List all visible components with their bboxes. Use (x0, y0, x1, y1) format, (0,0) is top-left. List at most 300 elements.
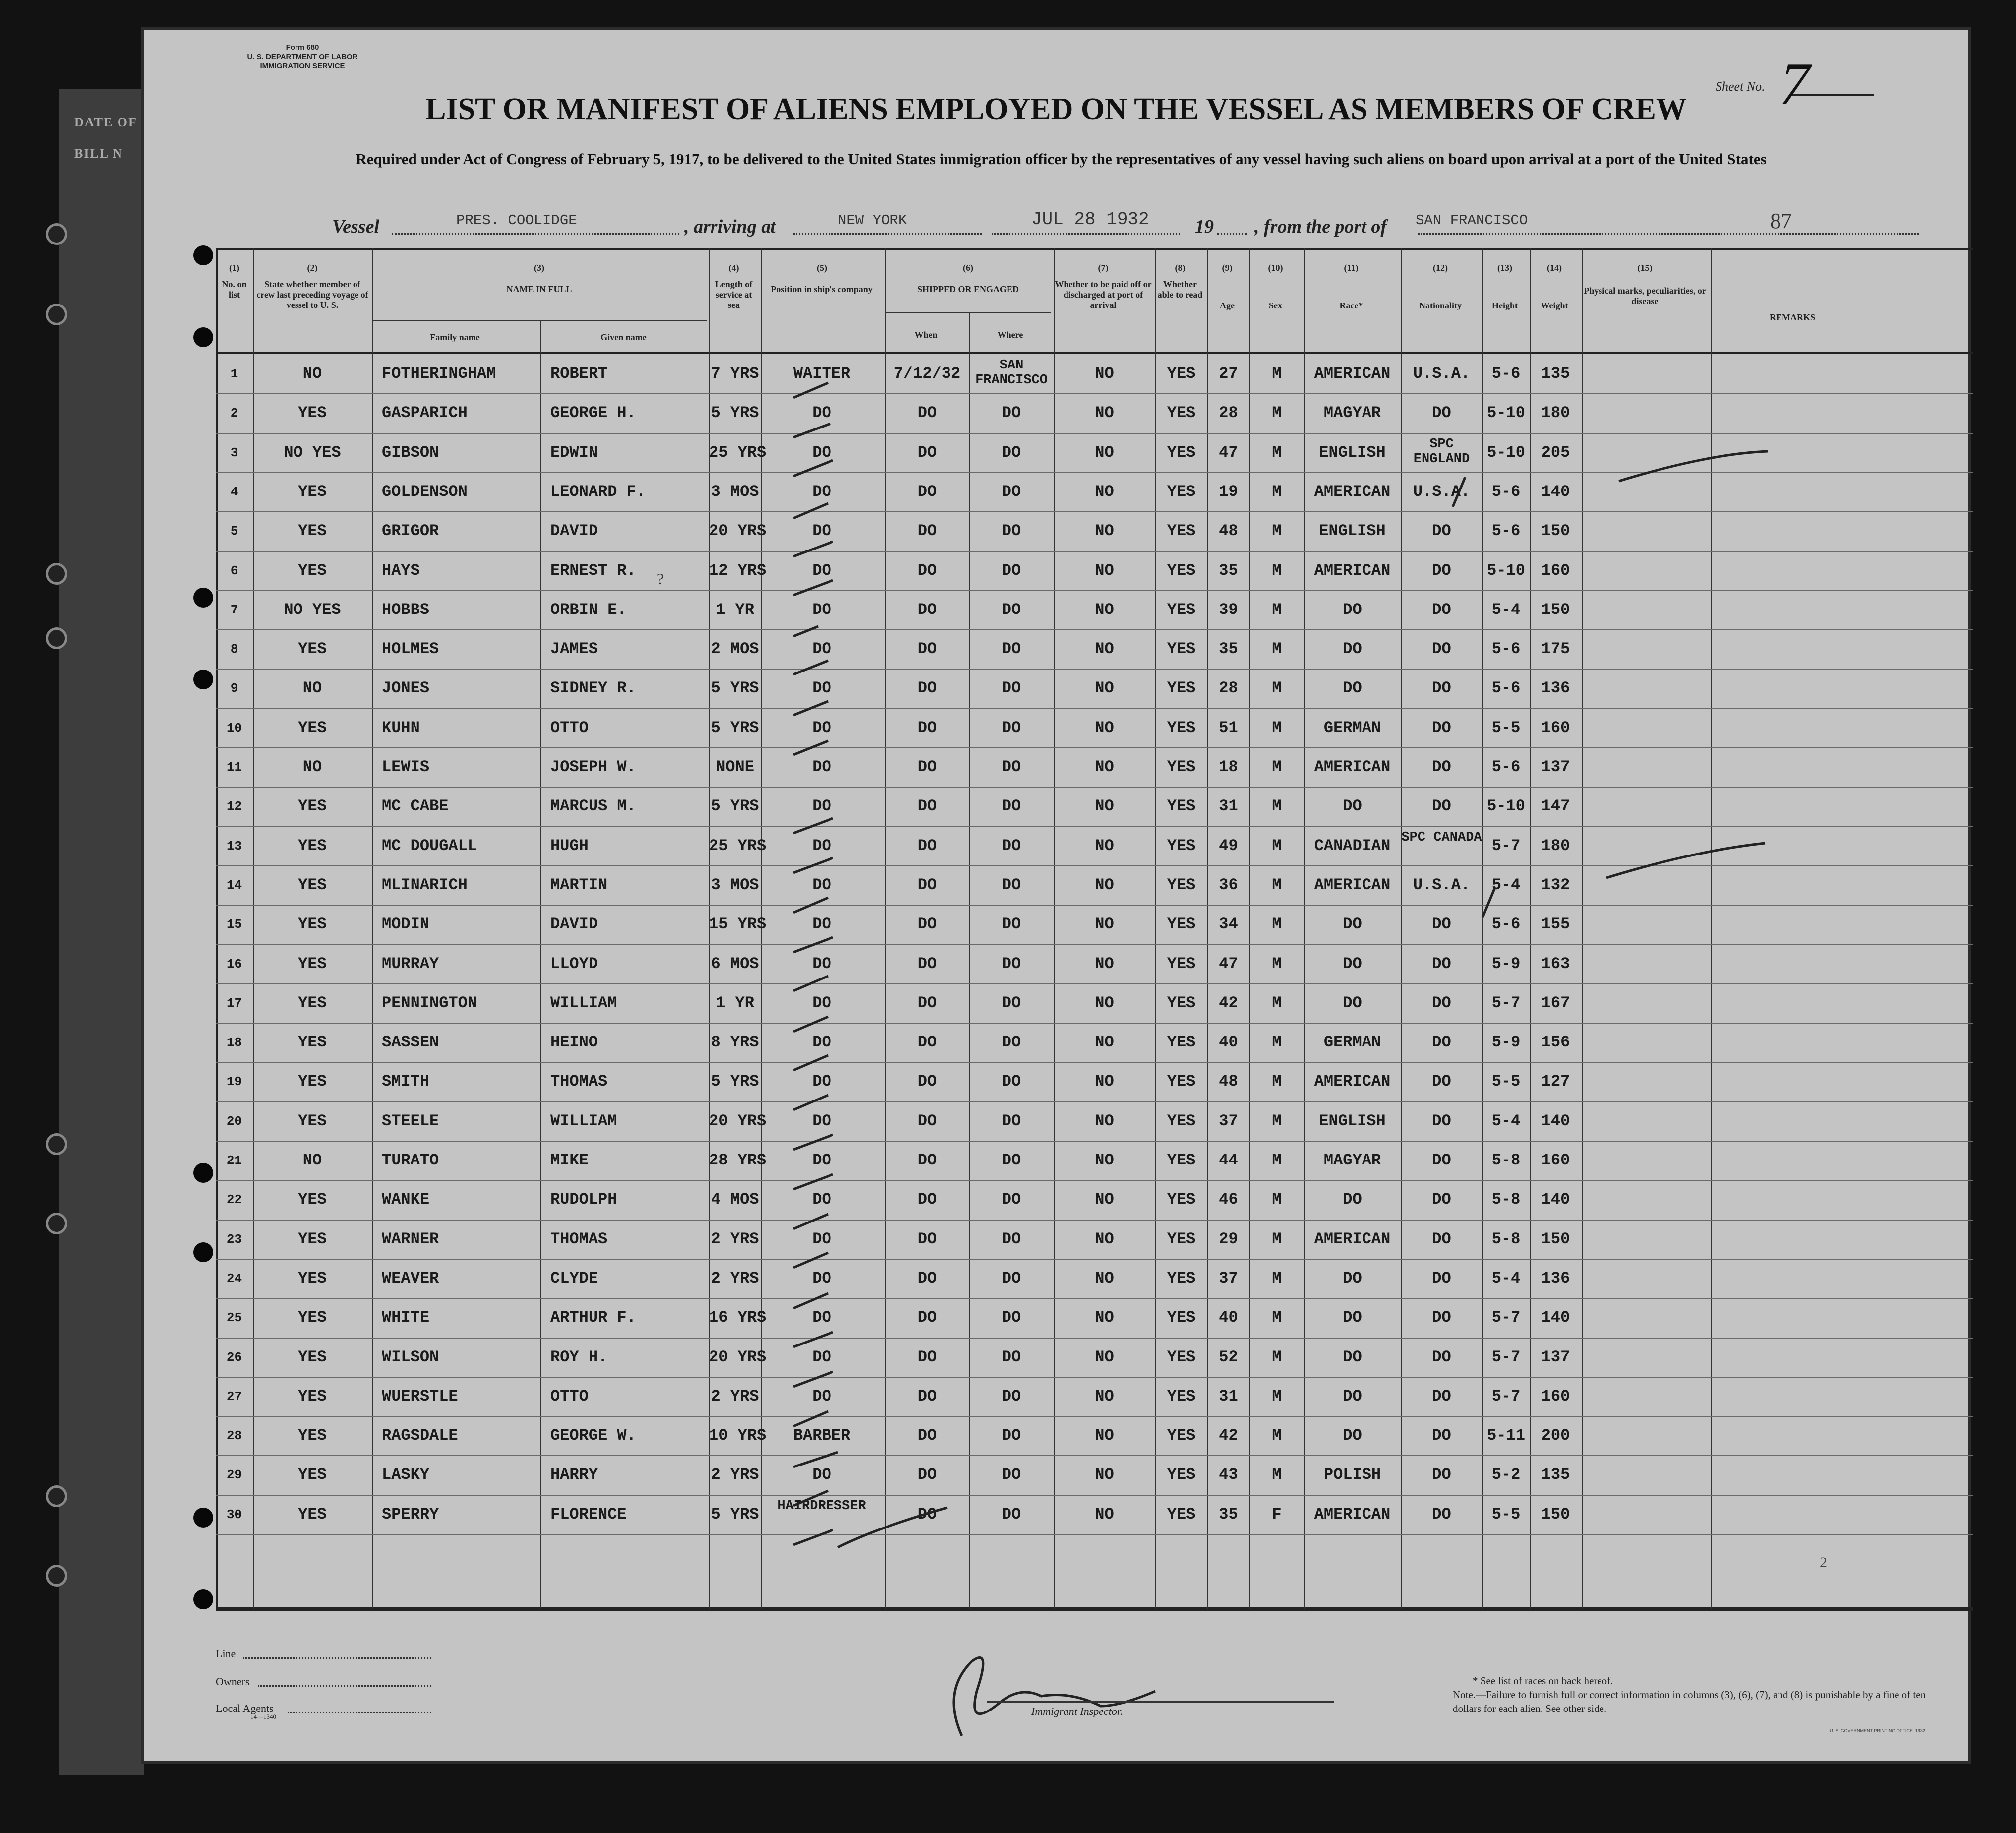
cell-when: DO (917, 954, 937, 973)
cell-paid: NO (1095, 758, 1114, 776)
cell-service: 2 YRS (711, 1466, 759, 1484)
cell-sex: M (1272, 1308, 1282, 1327)
cell-paid: NO (1095, 679, 1114, 698)
cell-age: 29 (1219, 1229, 1238, 1248)
cell-when: DO (917, 1033, 937, 1052)
cell-family: LASKY (382, 1466, 430, 1484)
cell-weight: 156 (1541, 1033, 1570, 1052)
cell-paid: NO (1095, 797, 1114, 816)
cell-where: DO (1002, 1072, 1021, 1091)
cell-race: ENGLISH (1319, 1111, 1386, 1130)
cell-paid: NO (1095, 1111, 1114, 1130)
col4-header: (4) Length of service at sea (715, 263, 753, 310)
line-label: Line (216, 1648, 236, 1660)
page-title: LIST OR MANIFEST OF ALIENS EMPLOYED ON THE VESSEL AS MEMBERS OF CREW (425, 92, 1687, 126)
cell-no: 12 (226, 799, 242, 814)
col12-header: (12) Nationality (1419, 263, 1462, 310)
cell-position: DO (812, 1151, 831, 1169)
cell-read: YES (1167, 1308, 1196, 1327)
cell-family: STEELE (382, 1111, 439, 1130)
cell-service: 8 YRS (711, 1033, 759, 1052)
cell-given: ARTHUR F. (550, 1308, 636, 1327)
cell-where: DO (1002, 404, 1021, 423)
cell-paid: NO (1095, 1190, 1114, 1209)
cell-position: DO (812, 797, 831, 816)
cell-prev: YES (298, 954, 327, 973)
cell-height: 5-7 (1491, 993, 1521, 1012)
cell-nationality: DO (1432, 1426, 1451, 1445)
cell-read: YES (1167, 679, 1196, 698)
cell-when: DO (917, 679, 937, 698)
cell-family: LEWIS (382, 758, 430, 776)
cell-when: DO (917, 561, 937, 580)
cell-read: YES (1167, 1505, 1196, 1524)
cell-weight: 127 (1541, 1072, 1570, 1091)
cell-nationality: DO (1432, 1308, 1451, 1327)
cell-age: 37 (1219, 1111, 1238, 1130)
cell-when: DO (917, 875, 937, 894)
from-port-label: , from the port of (1254, 216, 1387, 237)
cell-no: 23 (226, 1231, 242, 1247)
cell-position: BARBER (793, 1426, 851, 1445)
cell-paid: NO (1095, 1308, 1114, 1327)
cell-paid: NO (1095, 1505, 1114, 1524)
cell-height: 5-9 (1491, 1033, 1521, 1052)
cell-sex: M (1272, 482, 1282, 501)
cell-height: 5-4 (1491, 600, 1521, 619)
cell-where: DO (1002, 836, 1021, 855)
cell-height: 5-10 (1487, 443, 1525, 462)
cell-when: DO (917, 758, 937, 776)
cell-given: JAMES (550, 640, 598, 659)
cell-no: 8 (230, 642, 238, 657)
cell-when: DO (917, 1151, 937, 1169)
cell-service: 28 YRS (709, 1151, 767, 1169)
cell-height: 5-5 (1491, 1072, 1521, 1091)
cell-when: DO (917, 1387, 937, 1405)
cell-paid: NO (1095, 1347, 1114, 1366)
cell-given: HEINO (550, 1033, 598, 1052)
cell-family: WANKE (382, 1190, 430, 1209)
cell-given: THOMAS (550, 1072, 608, 1091)
binder-ring-icon (46, 1213, 67, 1234)
cell-service: 6 MOS (711, 954, 759, 973)
cell-prev: YES (298, 836, 327, 855)
cell-weight: 135 (1541, 365, 1570, 383)
cell-where: DO (1002, 1269, 1021, 1287)
cell-given: THOMAS (550, 1229, 608, 1248)
cell-height: 5-6 (1491, 758, 1521, 776)
cell-position: WAITER (793, 365, 851, 383)
cell-nationality: DO (1432, 522, 1451, 541)
cell-nationality: DO (1432, 1111, 1451, 1130)
cell-nationality: DO (1432, 404, 1451, 423)
cell-when: DO (917, 1111, 937, 1130)
line-field (243, 1657, 431, 1659)
cell-height: 5-6 (1491, 915, 1521, 934)
cell-nationality: DO (1432, 1466, 1451, 1484)
cell-position: DO (812, 1072, 831, 1091)
cell-height: 5-7 (1491, 1347, 1521, 1366)
cell-where: DO (1002, 1190, 1021, 1209)
cell-position: DO (812, 600, 831, 619)
cell-age: 47 (1219, 443, 1238, 462)
cell-prev: YES (298, 797, 327, 816)
binder-ring-icon (46, 563, 67, 585)
cell-service: 5 YRS (711, 1072, 759, 1091)
cell-when: DO (917, 718, 937, 737)
binder-ring-icon (46, 1485, 67, 1507)
cell-when: DO (917, 915, 937, 934)
cell-race: DO (1343, 600, 1362, 619)
cell-family: WILSON (382, 1347, 439, 1366)
cell-service: 25 YRS (709, 836, 767, 855)
cell-height: 5-4 (1491, 1269, 1521, 1287)
cell-given: WILLIAM (550, 1111, 617, 1130)
cell-prev: YES (298, 1269, 327, 1287)
cell-sex: M (1272, 875, 1282, 894)
cell-service: NONE (716, 758, 754, 776)
cell-service: 16 YRS (709, 1308, 767, 1327)
cell-given: HARRY (550, 1466, 598, 1484)
cell-nationality: DO (1432, 1072, 1451, 1091)
cell-family: HOBBS (382, 600, 430, 619)
cell-weight: 205 (1541, 443, 1570, 462)
cell-age: 34 (1219, 915, 1238, 934)
cell-prev: YES (298, 1347, 327, 1366)
cell-sex: M (1272, 718, 1282, 737)
cell-read: YES (1167, 522, 1196, 541)
cell-age: 42 (1219, 993, 1238, 1012)
cell-read: YES (1167, 1190, 1196, 1209)
cell-age: 48 (1219, 1072, 1238, 1091)
cell-sex: M (1272, 1387, 1282, 1405)
sheet-number: 7 (1773, 51, 1817, 117)
cell-age: 49 (1219, 836, 1238, 855)
cell-where: DO (1002, 758, 1021, 776)
cell-no: 6 (230, 563, 238, 578)
cell-nationality: DO (1432, 718, 1451, 737)
col6-header: (6) SHIPPED OR ENGAGED (917, 263, 1019, 294)
binder-ring-icon (46, 1565, 67, 1587)
cell-service: 5 YRS (711, 679, 759, 698)
binder-ring-icon (46, 223, 67, 245)
cell-height: 5-9 (1491, 954, 1521, 973)
cell-sex: M (1272, 836, 1282, 855)
cell-family: SPERRY (382, 1505, 439, 1524)
cell-weight: 160 (1541, 718, 1570, 737)
cell-family: GASPARICH (382, 404, 468, 423)
manifest-page (144, 30, 1968, 1761)
agents-code: 14—1340 (250, 1713, 276, 1720)
cell-nationality: DO (1432, 1347, 1451, 1366)
svg-text:2: 2 (1820, 1554, 1827, 1571)
cell-weight: 137 (1541, 758, 1570, 776)
cell-sex: F (1272, 1505, 1282, 1524)
cell-sex: M (1272, 1111, 1282, 1130)
cell-where: DO (1002, 443, 1021, 462)
cell-read: YES (1167, 875, 1196, 894)
cell-nationality: DO (1432, 1151, 1451, 1169)
cell-prev: NO YES (284, 600, 341, 619)
cell-nationality: DO (1432, 797, 1451, 816)
cell-weight: 140 (1541, 1190, 1570, 1209)
cell-service: 3 MOS (711, 875, 759, 894)
inspector-label: Immigrant Inspector. (1031, 1705, 1123, 1717)
cell-family: WUERSTLE (382, 1387, 458, 1405)
arrival-date: JUL 28 1932 (1031, 209, 1149, 230)
given-name-header: Given name (600, 332, 647, 342)
cell-age: 28 (1219, 679, 1238, 698)
cell-paid: NO (1095, 482, 1114, 501)
cell-weight: 160 (1541, 1151, 1570, 1169)
cell-height: 5-7 (1491, 1308, 1521, 1327)
cell-service: 3 MOS (711, 482, 759, 501)
cell-when: DO (917, 1308, 937, 1327)
cell-height: 5-6 (1491, 640, 1521, 659)
cell-prev: NO (302, 758, 322, 776)
cell-no: 21 (226, 1153, 242, 1168)
cell-prev: YES (298, 561, 327, 580)
cell-where: DO (1002, 797, 1021, 816)
cell-position: DO (812, 836, 831, 855)
cell-where: DO (1002, 1466, 1021, 1484)
cell-given: RUDOLPH (550, 1190, 617, 1209)
cell-no: 13 (226, 838, 242, 854)
cell-no: 14 (226, 877, 242, 893)
footer-divider (216, 1609, 1973, 1611)
cell-when: DO (917, 1347, 937, 1366)
cell-nationality: SPC ENGLAND (1413, 436, 1470, 467)
cell-prev: YES (298, 1308, 327, 1327)
cell-where: DO (1002, 1111, 1021, 1130)
cell-paid: NO (1095, 522, 1114, 541)
cell-where: DO (1002, 640, 1021, 659)
cell-position: DO (812, 758, 831, 776)
cell-race: DO (1343, 993, 1362, 1012)
cell-race: ENGLISH (1319, 443, 1386, 462)
cell-sex: M (1272, 365, 1282, 383)
cell-race: AMERICAN (1314, 561, 1391, 580)
cell-service: 5 YRS (711, 797, 759, 816)
cell-prev: YES (298, 482, 327, 501)
cell-race: AMERICAN (1314, 1505, 1391, 1524)
cell-age: 31 (1219, 1387, 1238, 1405)
owners-field (258, 1685, 431, 1687)
local-agents-field (288, 1712, 431, 1713)
cell-position: DO (812, 1269, 831, 1287)
cell-paid: NO (1095, 365, 1114, 383)
cell-service: 5 YRS (711, 404, 759, 423)
col8-header: (8) Whether able to read (1157, 263, 1203, 300)
cell-paid: NO (1095, 1466, 1114, 1484)
cell-no: 9 (230, 681, 238, 696)
col5-header: (5) Position in ship's company (771, 263, 873, 294)
binder-ring-icon (46, 1133, 67, 1155)
cell-given: MARCUS M. (550, 797, 636, 816)
cell-height: 5-10 (1487, 797, 1525, 816)
cell-position: DO (812, 718, 831, 737)
cell-no: 25 (226, 1310, 242, 1326)
cell-service: 2 YRS (711, 1387, 759, 1405)
cell-height: 5-7 (1491, 1387, 1521, 1405)
footnotes: * See list of races on back hereof. Note.—Failure to furnish full or correct information in columns (3), (6), (7), and (8) is punishable by a fine of ten dollars for each alien. See other side. (1453, 1675, 1926, 1714)
year-label: 19 (1195, 216, 1214, 237)
cell-family: MC DOUGALL (382, 836, 477, 855)
col9-header: (9) Age (1220, 263, 1235, 310)
cell-race: DO (1343, 797, 1362, 816)
inspector-signature-line (987, 1701, 1334, 1703)
cell-weight: 160 (1541, 1387, 1570, 1405)
cell-no: 19 (226, 1074, 242, 1090)
cell-family: MC CABE (382, 797, 449, 816)
when-header: When (914, 330, 938, 340)
cell-nationality: DO (1432, 1505, 1451, 1524)
cell-prev: YES (298, 1072, 327, 1091)
cell-prev: YES (298, 1190, 327, 1209)
handwritten-annotations (144, 30, 1968, 1761)
cell-weight: 175 (1541, 640, 1570, 659)
cell-age: 36 (1219, 875, 1238, 894)
cell-position: DO (812, 640, 831, 659)
cell-height: 5-6 (1491, 679, 1521, 698)
cell-no: 29 (226, 1467, 242, 1483)
cell-given: MIKE (550, 1151, 589, 1169)
cell-prev: NO (302, 1151, 322, 1169)
cell-nationality: DO (1432, 679, 1451, 698)
cell-no: 3 (230, 445, 238, 460)
cell-given: ERNEST R. (550, 561, 636, 580)
cell-paid: NO (1095, 1269, 1114, 1287)
cell-paid: NO (1095, 1387, 1114, 1405)
cell-weight: 150 (1541, 1229, 1570, 1248)
cell-race: DO (1343, 954, 1362, 973)
cell-race: DO (1343, 1269, 1362, 1287)
cell-sex: M (1272, 915, 1282, 934)
cell-race: AMERICAN (1314, 482, 1391, 501)
cell-when: DO (917, 1190, 937, 1209)
cell-read: YES (1167, 1229, 1196, 1248)
cell-read: YES (1167, 1072, 1196, 1091)
cell-prev: YES (298, 1426, 327, 1445)
cell-race: DO (1343, 1308, 1362, 1327)
cell-prev: NO (302, 679, 322, 698)
cell-where: DO (1002, 993, 1021, 1012)
cell-given: GEORGE H. (550, 404, 636, 423)
cell-no: 28 (226, 1428, 242, 1444)
cell-height: 5-8 (1491, 1151, 1521, 1169)
cell-weight: 150 (1541, 1505, 1570, 1524)
cell-given: MARTIN (550, 875, 608, 894)
cell-paid: NO (1095, 404, 1114, 423)
cell-no: 7 (230, 602, 238, 617)
cell-race: GERMAN (1323, 718, 1381, 737)
cell-sex: M (1272, 758, 1282, 776)
cell-read: YES (1167, 1111, 1196, 1130)
cell-position: DO (812, 993, 831, 1012)
cell-where: DO (1002, 1308, 1021, 1327)
cell-no: 26 (226, 1349, 242, 1365)
cell-age: 35 (1219, 640, 1238, 659)
cell-sex: M (1272, 404, 1282, 423)
cell-paid: NO (1095, 718, 1114, 737)
cell-read: YES (1167, 561, 1196, 580)
col14-header: (14) Weight (1541, 263, 1568, 310)
cell-paid: NO (1095, 1229, 1114, 1248)
cell-service: 5 YRS (711, 1505, 759, 1524)
cell-no: 10 (226, 720, 242, 735)
cell-when: DO (917, 482, 937, 501)
cell-given: DAVID (550, 915, 598, 934)
cell-no: 1 (230, 367, 238, 381)
cell-no: 5 (230, 524, 238, 539)
cell-nationality: DO (1432, 640, 1451, 659)
cell-family: HAYS (382, 561, 420, 580)
cell-sex: M (1272, 1033, 1282, 1052)
remarks-header: REMARKS (1769, 312, 1815, 322)
cell-family: WARNER (382, 1229, 439, 1248)
cell-nationality: DO (1432, 758, 1451, 776)
cell-sex: M (1272, 954, 1282, 973)
cell-height: 5-6 (1491, 482, 1521, 501)
cell-prev: YES (298, 915, 327, 934)
cell-weight: 147 (1541, 797, 1570, 816)
cell-position: DO (812, 404, 831, 423)
cell-no: 15 (226, 917, 242, 932)
cell-where: DO (1002, 482, 1021, 501)
cell-race: DO (1343, 1347, 1362, 1366)
cell-nationality: SPC CANADA (1401, 830, 1482, 845)
cell-position: DO (812, 1229, 831, 1248)
cell-age: 47 (1219, 954, 1238, 973)
cell-age: 19 (1219, 482, 1238, 501)
cell-family: TURATO (382, 1151, 439, 1169)
cell-paid: NO (1095, 875, 1114, 894)
cell-family: RAGSDALE (382, 1426, 458, 1445)
cell-position: DO (812, 954, 831, 973)
cell-service: 5 YRS (711, 718, 759, 737)
cell-position: HAIRDRESSER (777, 1498, 866, 1514)
cell-position: DO (812, 1111, 831, 1130)
cell-given: WILLIAM (550, 993, 617, 1012)
cell-weight: 140 (1541, 1111, 1570, 1130)
cell-service: 4 MOS (711, 1190, 759, 1209)
cell-race: GERMAN (1323, 1033, 1381, 1052)
cell-family: MURRAY (382, 954, 439, 973)
svg-text:?: ? (657, 570, 664, 588)
cell-race: DO (1343, 915, 1362, 934)
cell-service: 7 YRS (711, 365, 759, 383)
cell-prev: NO YES (284, 443, 341, 462)
cell-no: 4 (230, 484, 238, 499)
cell-sex: M (1272, 1151, 1282, 1169)
cell-paid: NO (1095, 1033, 1114, 1052)
col2-header: (2) State whether member of crew last preceding voyage of vessel to U. S. (256, 263, 368, 310)
cell-nationality: U.S.A. (1413, 482, 1471, 501)
cell-when: DO (917, 522, 937, 541)
cell-weight: 135 (1541, 1466, 1570, 1484)
cell-height: 5-8 (1491, 1229, 1521, 1248)
cell-read: YES (1167, 365, 1196, 383)
vessel-label: Vessel (332, 216, 379, 237)
cell-position: DO (812, 679, 831, 698)
cell-race: AMERICAN (1314, 365, 1391, 383)
cell-when: DO (917, 1269, 937, 1287)
cell-prev: YES (298, 404, 327, 423)
cell-given: OTTO (550, 718, 589, 737)
cell-when: DO (917, 1466, 937, 1484)
cell-family: KUHN (382, 718, 420, 737)
